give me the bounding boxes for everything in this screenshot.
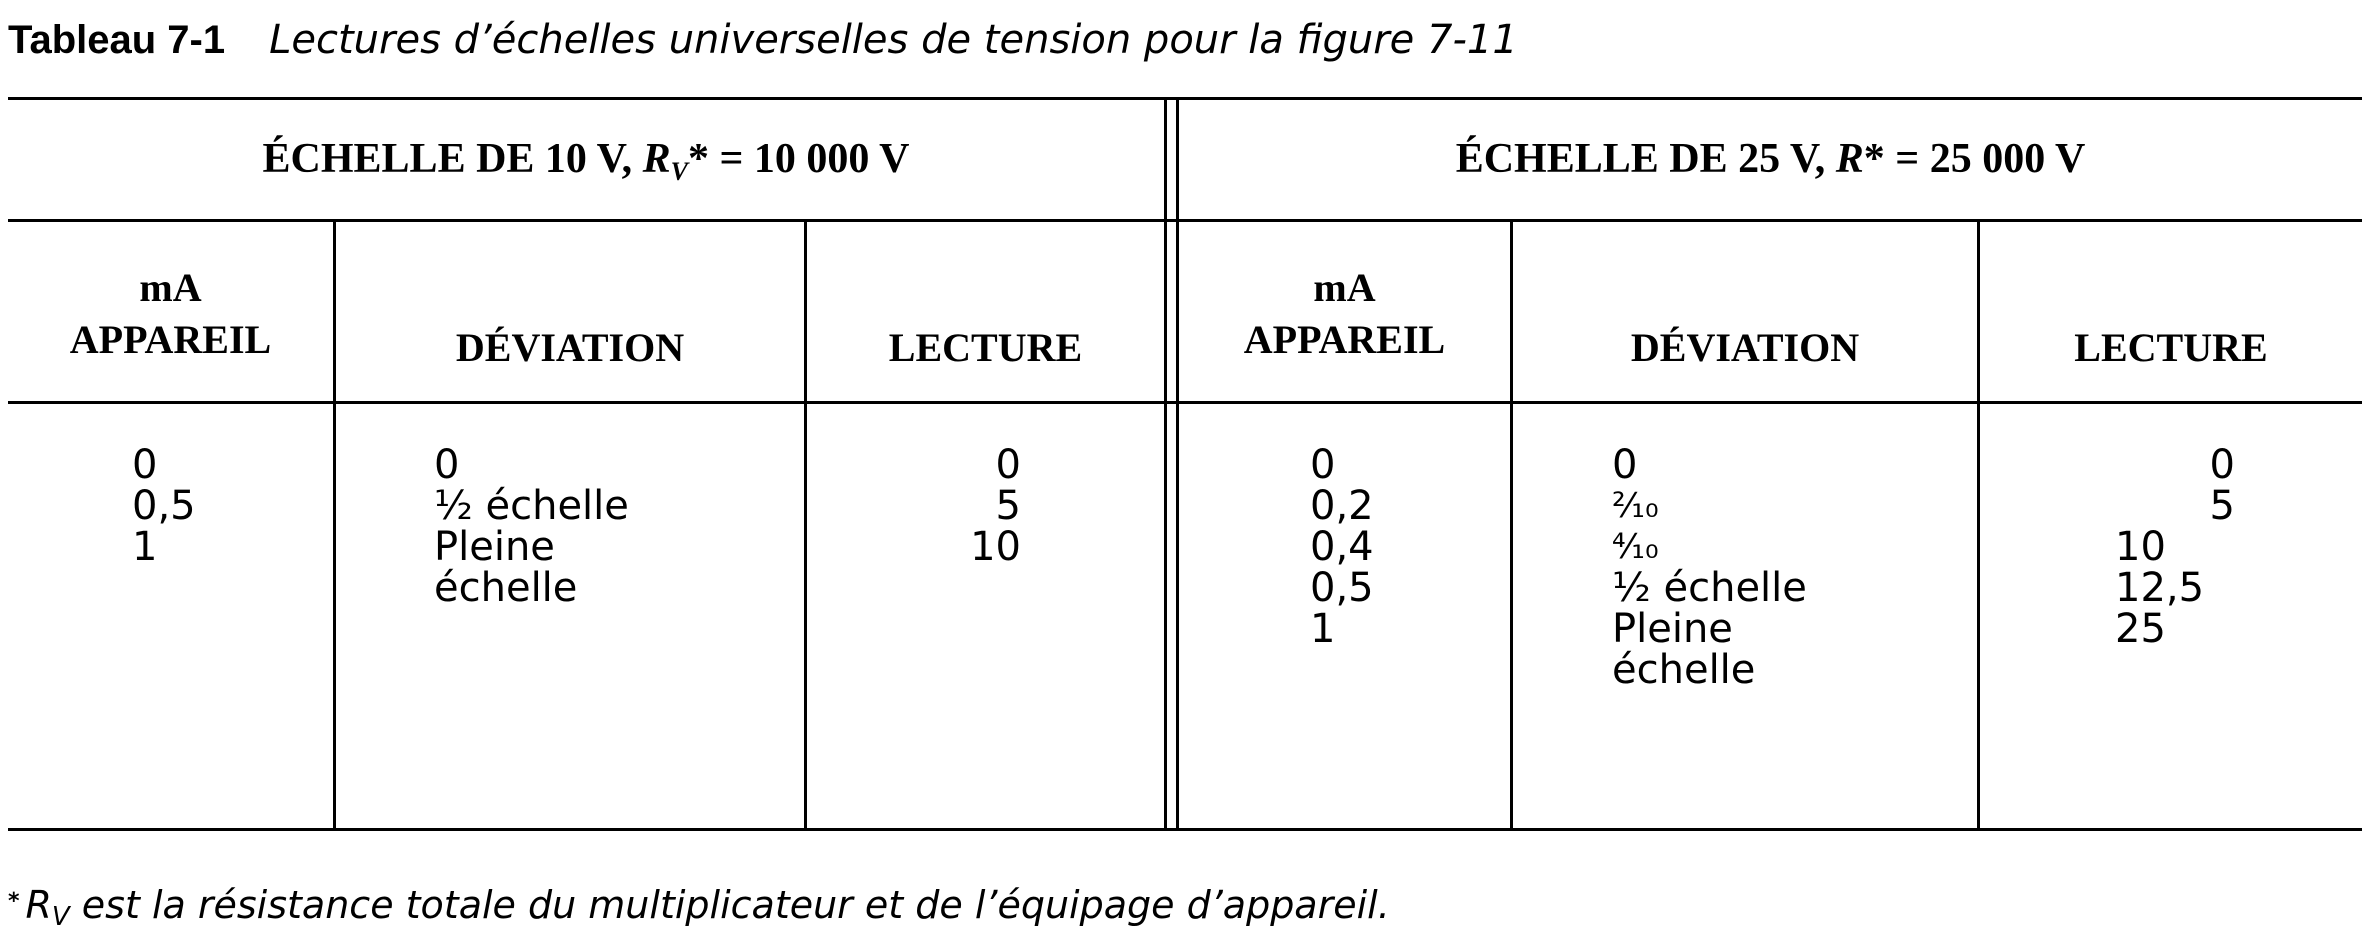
- divider-left-col2: [804, 219, 807, 831]
- deviation-value: ⁴⁄₁₀: [1612, 527, 1659, 567]
- col-header-lecture-25v: [1980, 322, 2362, 374]
- divider-double-right: [1176, 97, 1179, 831]
- section-header-25v-prefix: ÉCHELLE DE 25 V,: [1455, 136, 1836, 182]
- ma-value: 1: [1310, 606, 1336, 652]
- col-header-ma-line1: mA: [139, 265, 202, 310]
- lecture-values-25v: [2115, 442, 2235, 652]
- lecture-value: 10: [970, 524, 1021, 570]
- section-header-25v-suffix: * = 25 000 V: [1863, 136, 2086, 182]
- col-header-lecture-text-25v: LECTURE: [2074, 325, 2268, 370]
- section-header-25v-var: R: [1835, 136, 1864, 182]
- lecture-value: 0: [2209, 442, 2235, 488]
- deviation-values-25v: [1612, 442, 1807, 693]
- section-header-10v-var-letter: R: [642, 136, 671, 182]
- footnote-marker: *: [8, 889, 20, 914]
- ma-value: 0,5: [132, 483, 196, 529]
- ma-value: 0: [1310, 442, 1336, 488]
- footnote-text: est la résistance totale du multiplicateur et de l’équipage d’appareil.: [69, 883, 1390, 927]
- divider-left-col1: [333, 219, 336, 831]
- rule-under-section-header: [8, 219, 2362, 222]
- lecture-values-10v: [900, 442, 1021, 570]
- table-label: Tableau 7-1: [8, 18, 226, 62]
- section-header-10v-suffix: * = 10 000 V: [687, 136, 910, 182]
- lecture-value: 5: [995, 483, 1021, 529]
- col-header-lecture: [807, 322, 1164, 374]
- col-header-ma-appareil: [8, 262, 333, 366]
- ma-values-10v: [132, 442, 196, 570]
- col-header-lecture-text: LECTURE: [888, 325, 1083, 370]
- rule-under-column-header: [8, 401, 2362, 404]
- footnote-var-sub: V: [51, 902, 70, 932]
- deviation-value: ½ échelle: [1612, 565, 1807, 611]
- ma-values-25v: [1310, 442, 1374, 652]
- table-footnote: [8, 878, 1390, 941]
- divider-double-left: [1164, 97, 1167, 831]
- section-header-10v-prefix: ÉCHELLE DE 10 V,: [262, 136, 643, 182]
- deviation-value: Pleine: [434, 524, 555, 570]
- footnote-var: R: [25, 883, 52, 927]
- rule-top: [8, 97, 2362, 100]
- deviation-values-10v: [434, 442, 629, 611]
- lecture-value: 10: [2115, 524, 2166, 570]
- table-title: Lectures d’échelles universelles de tension pour la figure 7-11: [269, 17, 1518, 63]
- deviation-value: échelle: [1612, 647, 1756, 693]
- ma-value: 1: [132, 524, 158, 570]
- deviation-value: Pleine: [1612, 606, 1733, 652]
- deviation-value: ²⁄₁₀: [1612, 486, 1659, 526]
- ma-value: 0,4: [1310, 524, 1374, 570]
- section-header-10v: [8, 138, 1164, 185]
- lecture-value: 5: [2209, 483, 2235, 529]
- deviation-value: échelle: [434, 565, 578, 611]
- lecture-value: 0: [995, 442, 1021, 488]
- section-header-25v: [1179, 138, 2362, 180]
- divider-right-col1: [1510, 219, 1513, 831]
- col-header-deviation-text-25v: DÉVIATION: [1630, 325, 1860, 370]
- section-header-10v-var: [642, 136, 688, 186]
- col-header-deviation-text: DÉVIATION: [455, 325, 685, 370]
- rule-bottom: [8, 828, 2362, 831]
- col-header-deviation-25v: [1513, 322, 1977, 374]
- ma-value: 0,5: [1310, 565, 1374, 611]
- table-caption: [8, 14, 1518, 66]
- deviation-value: 0: [1612, 442, 1638, 488]
- col-header-ma-line2-25v: APPAREIL: [1243, 317, 1446, 362]
- section-header-10v-var-sub: V: [670, 157, 688, 186]
- deviation-value: 0: [434, 442, 460, 488]
- ma-value: 0,2: [1310, 483, 1374, 529]
- deviation-value: ½ échelle: [434, 483, 629, 529]
- ma-value: 0: [132, 442, 158, 488]
- divider-right-col2: [1977, 219, 1980, 831]
- col-header-ma-appareil-25v: [1179, 262, 1510, 366]
- lecture-value: 25: [2115, 606, 2166, 652]
- lecture-value: 12,5: [2115, 565, 2205, 611]
- col-header-ma-line2: APPAREIL: [69, 317, 272, 362]
- col-header-ma-line1-25v: mA: [1313, 265, 1376, 310]
- col-header-deviation: [336, 322, 804, 374]
